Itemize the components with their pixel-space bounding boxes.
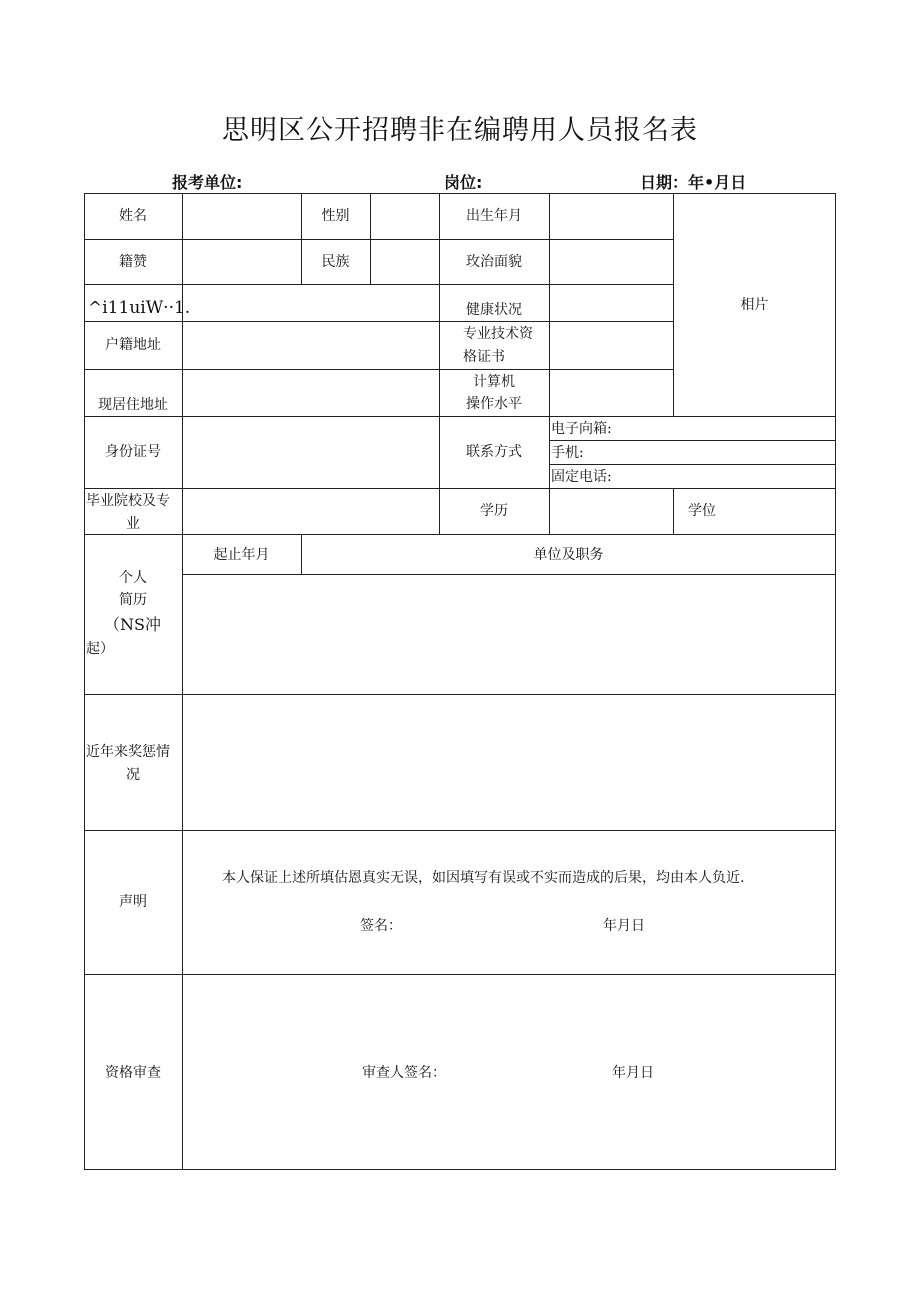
registration-table — [84, 193, 836, 1170]
degree-label: 学位 — [688, 503, 716, 519]
resume-label-line2: 简历 — [119, 592, 147, 608]
awards-label: 近年来奖惩情 — [86, 744, 170, 760]
row-line — [84, 488, 836, 489]
birth-date-label: 出生年月 — [466, 208, 522, 224]
date-label: 日期：年•月日 — [640, 173, 747, 192]
professional-cert-label-line2: 格证书 — [463, 349, 505, 365]
photo-label: 相片 — [740, 297, 769, 313]
graduate-school-label: 毕业院校及专 — [86, 493, 170, 509]
email-label: 电子向箱: — [551, 421, 612, 437]
unit-duty-header: 单位及职务 — [533, 547, 604, 563]
current-address-label: 现居住地址 — [98, 397, 168, 413]
declaration-text: 本人保证上述所填估恩真实无误，如因填写有误或不实而造成的后果，均由本人负近. — [222, 870, 745, 886]
resume-label: 个人 — [119, 570, 147, 586]
computer-level-label-line2: 操作水平 — [466, 396, 522, 412]
col-line — [439, 193, 440, 534]
row-line — [84, 416, 836, 417]
col-line — [182, 193, 183, 1170]
period-header: 起止年月 — [213, 547, 270, 563]
gender-label: 性别 — [321, 208, 350, 224]
row-line — [84, 284, 673, 285]
ethnicity-label: 民族 — [321, 254, 350, 270]
hukou-address-label: 户籍地址 — [105, 337, 161, 353]
row-line — [84, 694, 836, 695]
applying-unit-label: 报考单位: — [172, 173, 243, 192]
name-label: 姓名 — [119, 208, 147, 224]
col-line — [549, 193, 550, 534]
signature-label: 签名： — [360, 918, 402, 934]
row-line — [84, 369, 673, 370]
resume-header-line — [182, 574, 836, 575]
col-line — [673, 488, 674, 534]
qualification-review-label: 资格审查 — [105, 1065, 161, 1081]
declaration-date: 年月日 — [603, 918, 645, 934]
row-line — [84, 830, 836, 831]
awards-label-line2: 况 — [126, 767, 140, 783]
col-line — [370, 193, 371, 284]
garbled-label: ^i11uiW··1. — [88, 298, 191, 318]
row-line — [84, 239, 673, 240]
contact-sub-line — [549, 464, 836, 465]
resume-label-line4: 起） — [86, 641, 114, 657]
contact-label: 联系方式 — [466, 444, 522, 460]
resume-label-line3: （NS冲 — [104, 615, 161, 634]
row-line — [84, 974, 836, 975]
landline-label: 固定电话: — [551, 469, 612, 485]
education-label: 学历 — [480, 503, 508, 519]
native-place-label: 籍赞 — [119, 254, 147, 270]
row-line — [84, 534, 836, 535]
mobile-label: 手机: — [551, 445, 584, 461]
form-title: 思明区公开招聘非在编聘用人员报名表 — [222, 115, 698, 146]
computer-level-label: 计算机 — [473, 374, 515, 390]
row-line — [84, 321, 673, 322]
health-label: 健康状况 — [466, 302, 522, 318]
position-label: 岗位: — [444, 173, 483, 192]
reviewer-signature-label: 审查人签名： — [362, 1065, 446, 1081]
id-number-label: 身份证号 — [105, 444, 161, 460]
professional-cert-label: 专业技术资 — [463, 326, 533, 342]
declaration-label: 声明 — [119, 894, 147, 910]
graduate-school-label-line2: 业 — [126, 516, 140, 532]
review-date: 年月日 — [612, 1065, 654, 1081]
political-status-label: 玫治面貌 — [466, 254, 522, 270]
